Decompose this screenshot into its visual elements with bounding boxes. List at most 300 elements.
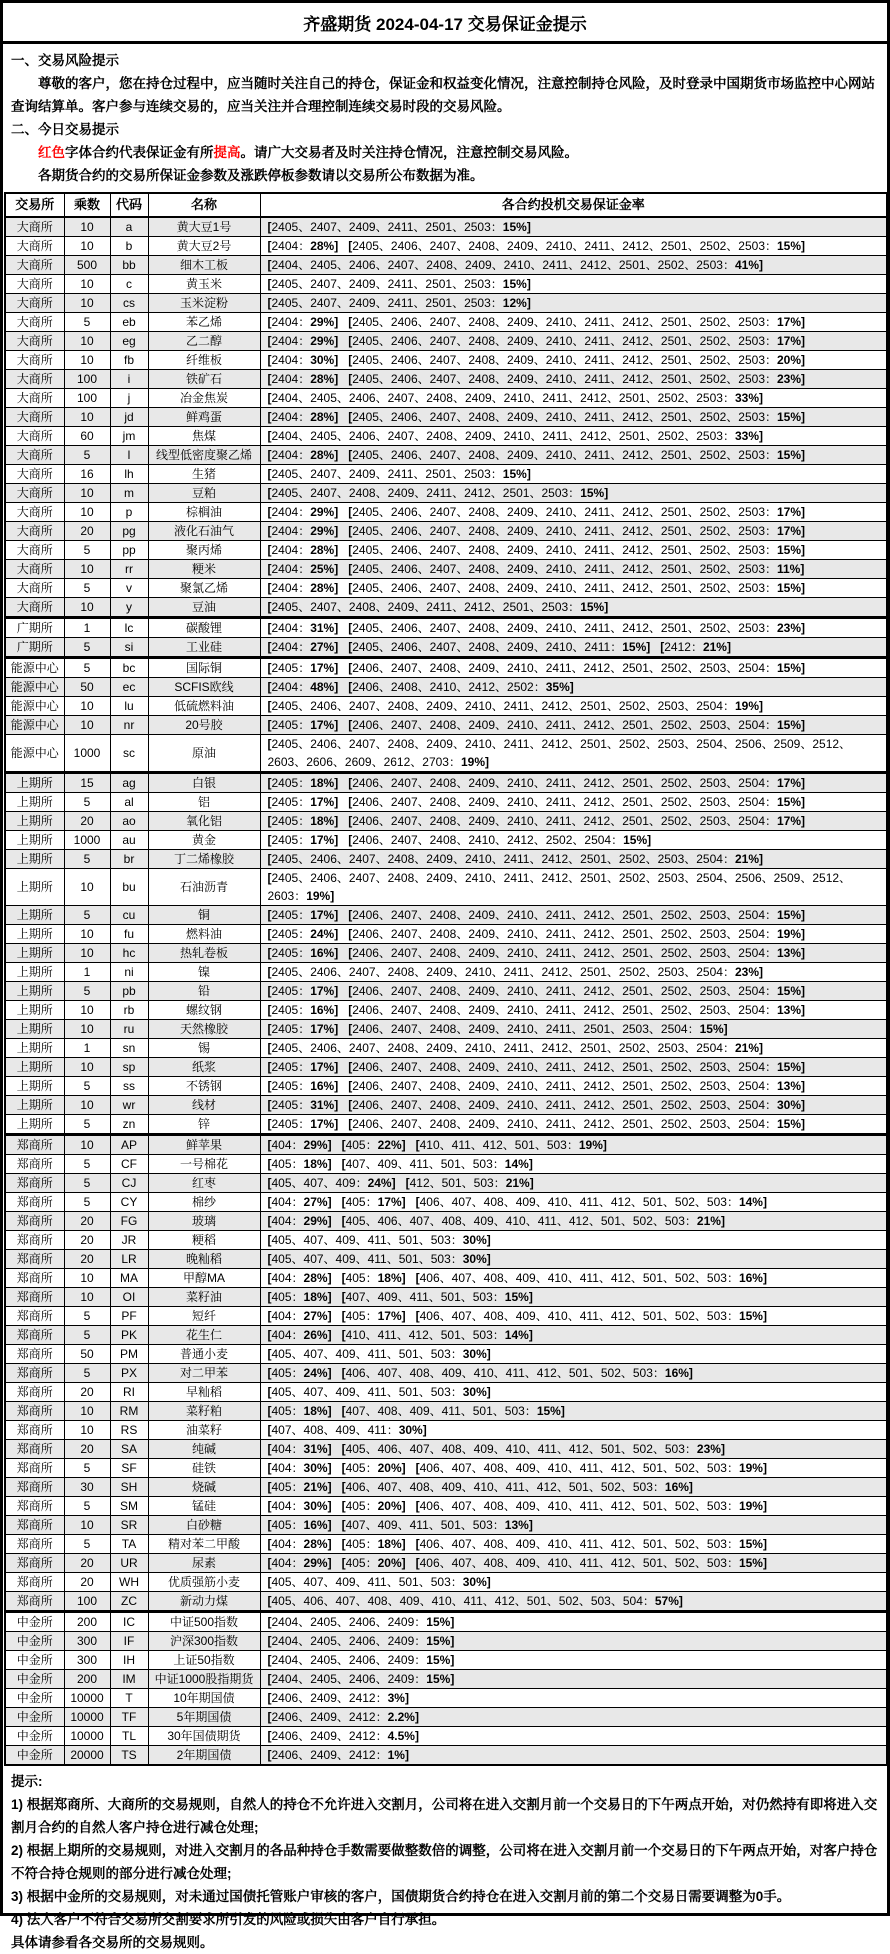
exchange-cell: 郑商所 [5, 1288, 64, 1307]
multiplier-cell: 5 [64, 793, 110, 812]
code-cell: PX [110, 1364, 148, 1383]
code-cell: sp [110, 1058, 148, 1077]
exchange-cell: 上期所 [5, 1115, 64, 1135]
exchange-cell: 大商所 [5, 294, 64, 313]
margin-rate-cell: [2405：16%] [2406、2407、2408、2409、2410、2411、2412、2501、2502、2503、2504：13%] [260, 944, 887, 963]
name-cell: 苯乙烯 [148, 313, 260, 332]
margin-rate-cell: [2405、2406、2407、2408、2409、2410、2411、2412、2501、2502、2503、2504：23%] [260, 963, 887, 982]
exchange-cell: 大商所 [5, 579, 64, 598]
table-row [5, 1077, 887, 1096]
exchange-cell: 郑商所 [5, 1174, 64, 1193]
margin-rate-cell: [2404：28%] [2405、2406、2407、2408、2409、2410、2411、2412、2501、2502、2503：15%] [260, 579, 887, 598]
name-cell: 10年期国债 [148, 1689, 260, 1708]
code-cell: eb [110, 313, 148, 332]
code-cell: p [110, 503, 148, 522]
margin-rate-cell: [2405：24%] [2406、2407、2408、2409、2410、2411、2412、2501、2502、2503、2504：19%] [260, 925, 887, 944]
table-row [5, 869, 887, 906]
multiplier-cell: 5 [64, 1535, 110, 1554]
table-row [5, 1212, 887, 1231]
table-header-row [5, 193, 887, 217]
table-row [5, 294, 887, 313]
exchange-cell: 大商所 [5, 332, 64, 351]
margin-rate-cell: [2405、2406、2407、2408、2409、2410、2411、2412、2501、2502、2503、2504、2506、2509、2512、2603、2606、2609、2612、2703：19%] [260, 735, 887, 773]
table-row [5, 1231, 887, 1250]
multiplier-cell: 10 [64, 1135, 110, 1155]
margin-rate-cell: [2405：31%] [2406、2407、2408、2409、2410、2411、2412、2501、2502、2503、2504：30%] [260, 1096, 887, 1115]
code-cell: br [110, 850, 148, 869]
code-cell: hc [110, 944, 148, 963]
name-cell: 铜 [148, 906, 260, 925]
exchange-cell: 郑商所 [5, 1307, 64, 1326]
multiplier-cell: 20 [64, 812, 110, 831]
table-row [5, 906, 887, 925]
table-row [5, 618, 887, 638]
margin-rate-cell: [2404、2405、2406、2407、2408、2409、2410、2411、2412、2501、2502、2503：41%] [260, 256, 887, 275]
code-cell: RM [110, 1402, 148, 1421]
table-row [5, 351, 887, 370]
code-cell: cu [110, 906, 148, 925]
name-cell: 花生仁 [148, 1326, 260, 1345]
code-cell: CY [110, 1193, 148, 1212]
table-row [5, 465, 887, 484]
table-row [5, 1421, 887, 1440]
raised-margin-keyword: 提高 [213, 145, 241, 160]
exchange-cell: 郑商所 [5, 1440, 64, 1459]
name-cell: 棕榈油 [148, 503, 260, 522]
exchange-cell: 大商所 [5, 484, 64, 503]
code-cell: WH [110, 1573, 148, 1592]
table-row [5, 313, 887, 332]
table-row [5, 332, 887, 351]
name-cell: 黄玉米 [148, 275, 260, 294]
exchange-cell: 郑商所 [5, 1135, 64, 1155]
code-cell: TS [110, 1746, 148, 1766]
col-header-name: 名称 [148, 193, 260, 217]
name-cell: 5年期国债 [148, 1708, 260, 1727]
code-cell: a [110, 217, 148, 237]
exchange-cell: 郑商所 [5, 1155, 64, 1174]
table-row [5, 1020, 887, 1039]
name-cell: 普通小麦 [148, 1345, 260, 1364]
multiplier-cell: 10 [64, 1421, 110, 1440]
table-row [5, 1592, 887, 1612]
code-cell: CJ [110, 1174, 148, 1193]
multiplier-cell: 5 [64, 1459, 110, 1478]
name-cell: 石油沥青 [148, 869, 260, 906]
margin-rate-cell: [2404：29%] [2405、2406、2407、2408、2409、2410、2411、2412、2501、2502、2503：17%] [260, 332, 887, 351]
name-cell: 早籼稻 [148, 1383, 260, 1402]
name-cell: 菜籽粕 [148, 1402, 260, 1421]
table-row [5, 427, 887, 446]
exchange-cell: 郑商所 [5, 1212, 64, 1231]
notes-heading: 提示: [11, 1774, 43, 1789]
name-cell: 豆油 [148, 598, 260, 618]
table-row [5, 237, 887, 256]
margin-rate-cell: [405、407、409：24%] [412、501、503：21%] [260, 1174, 887, 1193]
code-cell: c [110, 275, 148, 294]
code-cell: ru [110, 1020, 148, 1039]
margin-rate-cell: [405：16%] [407、409、411、501、503：13%] [260, 1516, 887, 1535]
margin-rate-cell: [2404：29%] [2405、2406、2407、2408、2409、2410、2411、2412、2501、2502、2503：17%] [260, 522, 887, 541]
exchange-cell: 大商所 [5, 275, 64, 294]
exchange-cell: 郑商所 [5, 1250, 64, 1269]
margin-rate-cell: [405：18%] [407、409、411、501、503：15%] [260, 1288, 887, 1307]
exchange-cell: 郑商所 [5, 1193, 64, 1212]
code-cell: IM [110, 1670, 148, 1689]
name-cell: 新动力煤 [148, 1592, 260, 1612]
multiplier-cell: 20 [64, 1383, 110, 1402]
name-cell: 菜籽油 [148, 1288, 260, 1307]
multiplier-cell: 50 [64, 1345, 110, 1364]
code-cell: IF [110, 1632, 148, 1651]
table-row [5, 1269, 887, 1288]
exchange-cell: 中金所 [5, 1708, 64, 1727]
multiplier-cell: 5 [64, 313, 110, 332]
exchange-cell: 能源中心 [5, 697, 64, 716]
exchange-cell: 大商所 [5, 446, 64, 465]
exchange-cell: 上期所 [5, 906, 64, 925]
code-cell: y [110, 598, 148, 618]
exchange-cell: 大商所 [5, 503, 64, 522]
name-cell: 硅铁 [148, 1459, 260, 1478]
exchange-cell: 中金所 [5, 1632, 64, 1651]
name-cell: 粳稻 [148, 1231, 260, 1250]
name-cell: 铝 [148, 793, 260, 812]
exchange-cell: 广期所 [5, 638, 64, 658]
name-cell: 中证500指数 [148, 1612, 260, 1632]
multiplier-cell: 10 [64, 351, 110, 370]
table-row [5, 1115, 887, 1135]
table-row [5, 1632, 887, 1651]
col-header-margin-rates: 各合约投机交易保证金率 [260, 193, 887, 217]
multiplier-cell: 20000 [64, 1746, 110, 1766]
multiplier-cell: 10 [64, 503, 110, 522]
table-row [5, 1174, 887, 1193]
exchange-cell: 上期所 [5, 1077, 64, 1096]
multiplier-cell: 20 [64, 522, 110, 541]
multiplier-cell: 5 [64, 446, 110, 465]
multiplier-cell: 10 [64, 332, 110, 351]
margin-rate-cell: [404：29%] [405：20%] [406、407、408、409、410、411、412、501、502、503：15%] [260, 1554, 887, 1573]
exchange-cell: 中金所 [5, 1651, 64, 1670]
table-row [5, 1307, 887, 1326]
multiplier-cell: 10 [64, 294, 110, 313]
exchange-cell: 郑商所 [5, 1554, 64, 1573]
margin-rate-cell: [2405、2406、2407、2408、2409、2410、2411、2412、2501、2502、2503、2504、2506、2509、2512、2603：19%] [260, 869, 887, 906]
table-row [5, 1193, 887, 1212]
table-row [5, 1708, 887, 1727]
exchange-cell: 上期所 [5, 1096, 64, 1115]
name-cell: 碳酸锂 [148, 618, 260, 638]
table-row [5, 963, 887, 982]
name-cell: 铅 [148, 982, 260, 1001]
col-header-exchange: 交易所 [5, 193, 64, 217]
margin-rate-cell: [2404：31%] [2405、2406、2407、2408、2409、2410、2411、2412、2501、2502、2503：23%] [260, 618, 887, 638]
margin-rate-cell: [404：28%] [405：18%] [406、407、408、409、410、411、412、501、502、503：15%] [260, 1535, 887, 1554]
margin-rate-cell: [2404：30%] [2405、2406、2407、2408、2409、2410、2411、2412、2501、2502、2503：20%] [260, 351, 887, 370]
table-row [5, 716, 887, 735]
multiplier-cell: 5 [64, 1115, 110, 1135]
name-cell: 国际铜 [148, 658, 260, 678]
exchange-cell: 郑商所 [5, 1421, 64, 1440]
table-row [5, 1573, 887, 1592]
margin-rate-cell: [404：30%] [405：20%] [406、407、408、409、410、411、412、501、502、503：19%] [260, 1497, 887, 1516]
code-cell: ao [110, 812, 148, 831]
multiplier-cell: 10000 [64, 1727, 110, 1746]
code-cell: fb [110, 351, 148, 370]
exchange-cell: 大商所 [5, 427, 64, 446]
exchange-cell: 上期所 [5, 793, 64, 812]
multiplier-cell: 10 [64, 716, 110, 735]
code-cell: PM [110, 1345, 148, 1364]
code-cell: SA [110, 1440, 148, 1459]
margin-rate-cell: [404：30%] [405：20%] [406、407、408、409、410、411、412、501、502、503：19%] [260, 1459, 887, 1478]
code-cell: fu [110, 925, 148, 944]
table-row [5, 389, 887, 408]
multiplier-cell: 10 [64, 1001, 110, 1020]
margin-rate-cell: [2405：17%] [2406、2407、2408、2409、2410、2411、2412、2501、2502、2503、2504：15%] [260, 716, 887, 735]
margin-rate-cell: [407、408、409、411：30%] [260, 1421, 887, 1440]
multiplier-cell: 10000 [64, 1689, 110, 1708]
exchange-cell: 中金所 [5, 1689, 64, 1708]
code-cell: IC [110, 1612, 148, 1632]
margin-rate-cell: [2404、2405、2406、2409：15%] [260, 1632, 887, 1651]
name-cell: 粳米 [148, 560, 260, 579]
table-row [5, 370, 887, 389]
exchange-cell: 大商所 [5, 370, 64, 389]
margin-rate-cell: [2405：17%] [2406、2407、2408、2409、2410、2411、2412、2501、2502、2503、2504：15%] [260, 1058, 887, 1077]
multiplier-cell: 15 [64, 773, 110, 793]
exchange-cell: 郑商所 [5, 1326, 64, 1345]
name-cell: 氧化铝 [148, 812, 260, 831]
code-cell: nr [110, 716, 148, 735]
multiplier-cell: 5 [64, 1364, 110, 1383]
exchange-cell: 大商所 [5, 256, 64, 275]
code-cell: RS [110, 1421, 148, 1440]
margin-rate-cell: [2405、2406、2407、2408、2409、2410、2411、2412、2501、2502、2503、2504：21%] [260, 850, 887, 869]
table-row [5, 1670, 887, 1689]
multiplier-cell: 5 [64, 658, 110, 678]
raised-margin-keyword: 红色 [38, 145, 65, 160]
name-cell: 低硫燃料油 [148, 697, 260, 716]
margin-rate-cell: [2404：25%] [2405、2406、2407、2408、2409、2410、2411、2412、2501、2502、2503：11%] [260, 560, 887, 579]
margin-rate-cell: [2405：16%] [2406、2407、2408、2409、2410、2411、2412、2501、2502、2503、2504：13%] [260, 1077, 887, 1096]
margin-rate-cell: [2405：17%] [2406、2407、2408、2410、2412、2502、2504：15%] [260, 831, 887, 850]
exchange-cell: 郑商所 [5, 1364, 64, 1383]
exchange-cell: 郑商所 [5, 1573, 64, 1592]
table-row [5, 1326, 887, 1345]
code-cell: JR [110, 1231, 148, 1250]
code-cell: rr [110, 560, 148, 579]
table-row [5, 1039, 887, 1058]
exchange-cell: 大商所 [5, 217, 64, 237]
name-cell: 镍 [148, 963, 260, 982]
exchange-cell: 能源中心 [5, 735, 64, 773]
name-cell: 线型低密度聚乙烯 [148, 446, 260, 465]
name-cell: 不锈钢 [148, 1077, 260, 1096]
name-cell: 冶金焦炭 [148, 389, 260, 408]
name-cell: 短纤 [148, 1307, 260, 1326]
margin-rate-cell: [405：24%] [406、407、408、409、410、411、412、501、502、503：16%] [260, 1364, 887, 1383]
margin-rate-cell: [404：29%] [405：22%] [410、411、412、501、503：19%] [260, 1135, 887, 1155]
multiplier-cell: 5 [64, 850, 110, 869]
table-row [5, 678, 887, 697]
margin-rate-cell: [405、407、409、411、501、503：30%] [260, 1573, 887, 1592]
name-cell: 热轧卷板 [148, 944, 260, 963]
exchange-cell: 上期所 [5, 831, 64, 850]
table-row [5, 446, 887, 465]
table-row [5, 522, 887, 541]
table-row [5, 503, 887, 522]
margin-rate-cell: [2404：29%] [2405、2406、2407、2408、2409、2410、2411、2412、2501、2502、2503：17%] [260, 313, 887, 332]
code-cell: ss [110, 1077, 148, 1096]
multiplier-cell: 5 [64, 1307, 110, 1326]
code-cell: bu [110, 869, 148, 906]
table-row [5, 850, 887, 869]
table-row [5, 598, 887, 618]
code-cell: zn [110, 1115, 148, 1135]
table-row [5, 793, 887, 812]
exchange-cell: 大商所 [5, 465, 64, 484]
margin-rate-cell: [2404、2405、2406、2407、2408、2409、2410、2411、2412、2501、2502、2503：33%] [260, 389, 887, 408]
margin-rate-cell: [2404、2405、2406、2409：15%] [260, 1670, 887, 1689]
exchange-cell: 上期所 [5, 850, 64, 869]
code-cell: au [110, 831, 148, 850]
code-cell: si [110, 638, 148, 658]
code-cell: v [110, 579, 148, 598]
name-cell: 铁矿石 [148, 370, 260, 389]
table-row [5, 560, 887, 579]
code-cell: IH [110, 1651, 148, 1670]
margin-rate-cell: [2406、2409、2412：2.2%] [260, 1708, 887, 1727]
name-cell: 20号胶 [148, 716, 260, 735]
code-cell: j [110, 389, 148, 408]
name-cell: 聚丙烯 [148, 541, 260, 560]
code-cell: T [110, 1689, 148, 1708]
name-cell: 锌 [148, 1115, 260, 1135]
code-cell: UR [110, 1554, 148, 1573]
code-cell: al [110, 793, 148, 812]
multiplier-cell: 100 [64, 370, 110, 389]
name-cell: 30年国债期货 [148, 1727, 260, 1746]
code-cell: cs [110, 294, 148, 313]
multiplier-cell: 1 [64, 1039, 110, 1058]
exchange-cell: 大商所 [5, 351, 64, 370]
exchange-cell: 大商所 [5, 389, 64, 408]
multiplier-cell: 5 [64, 541, 110, 560]
table-row [5, 638, 887, 658]
code-cell: TF [110, 1708, 148, 1727]
table-row [5, 1746, 887, 1766]
margin-rate-cell: [405：18%] [407、409、411、501、503：14%] [260, 1155, 887, 1174]
exchange-cell: 大商所 [5, 237, 64, 256]
name-cell: 线材 [148, 1096, 260, 1115]
name-cell: 原油 [148, 735, 260, 773]
name-cell: 精对苯二甲酸 [148, 1535, 260, 1554]
risk-paragraph: 尊敬的客户，您在持仓过程中，应当随时关注自己的持仓，保证金和权益变化情况，注意控制持仓风险，及时登录中国期货市场监控中心网站查询结算单。客户参与连续交易的，应当关注并合理控制连续交易时段的交易风险。 [11, 76, 875, 114]
exchange-cell: 中金所 [5, 1612, 64, 1632]
margin-rate-cell: [2404：28%] [2405、2406、2407、2408、2409、2410、2411、2412、2501、2502、2503：15%] [260, 446, 887, 465]
multiplier-cell: 10000 [64, 1708, 110, 1727]
multiplier-cell: 5 [64, 906, 110, 925]
margin-rate-cell: [2405：17%] [2406、2407、2408、2409、2410、2411、2412、2501、2502、2503、2504：15%] [260, 906, 887, 925]
margin-rate-cell: [404：29%] [405、406、407、408、409、410、411、412、501、502、503：21%] [260, 1212, 887, 1231]
exchange-cell: 大商所 [5, 408, 64, 427]
multiplier-cell: 5 [64, 1077, 110, 1096]
margin-rate-cell: [2405、2407、2409、2411、2501、2503：15%] [260, 217, 887, 237]
note-item: 3) 根据中金所的交易规则，对未通过国债托管账户审核的客户，国债期货合约持仓在进入交割月前的第二个交易日需要调整为0手。 [11, 1889, 791, 1904]
name-cell: 中证1000股指期货 [148, 1670, 260, 1689]
name-cell: 对二甲苯 [148, 1364, 260, 1383]
table-row [5, 697, 887, 716]
multiplier-cell: 10 [64, 560, 110, 579]
multiplier-cell: 5 [64, 638, 110, 658]
code-cell: TA [110, 1535, 148, 1554]
code-cell: SR [110, 1516, 148, 1535]
multiplier-cell: 10 [64, 598, 110, 618]
exchange-cell: 上期所 [5, 944, 64, 963]
margin-rate-cell: [2404：29%] [2405、2406、2407、2408、2409、2410、2411、2412、2501、2502、2503：17%] [260, 503, 887, 522]
table-row [5, 925, 887, 944]
multiplier-cell: 10 [64, 697, 110, 716]
table-row [5, 735, 887, 773]
name-cell: 晚籼稻 [148, 1250, 260, 1269]
margin-rate-cell: [404：31%] [405、406、407、408、409、410、411、412、501、502、503：23%] [260, 1440, 887, 1459]
margin-rate-cell: [2405：18%] [2406、2407、2408、2409、2410、2411、2412、2501、2502、2503、2504：17%] [260, 812, 887, 831]
margin-rate-cell: [2405：17%] [2406、2407、2408、2409、2410、2411、2501、2503、2504：15%] [260, 1020, 887, 1039]
name-cell: 天然橡胶 [148, 1020, 260, 1039]
today-section-heading: 二、今日交易提示 [11, 122, 119, 137]
margin-rate-cell: [2404、2405、2406、2407、2408、2409、2410、2411、2412、2501、2502、2503：33%] [260, 427, 887, 446]
name-cell: 焦煤 [148, 427, 260, 446]
multiplier-cell: 5 [64, 982, 110, 1001]
margin-rate-cell: [404：27%] [405：17%] [406、407、408、409、410、411、412、501、502、503：14%] [260, 1193, 887, 1212]
table-row [5, 1135, 887, 1155]
code-cell: sn [110, 1039, 148, 1058]
table-row [5, 275, 887, 294]
table-row [5, 1155, 887, 1174]
name-cell: 黄大豆2号 [148, 237, 260, 256]
name-cell: 沪深300指数 [148, 1632, 260, 1651]
exchange-cell: 上期所 [5, 982, 64, 1001]
table-row [5, 944, 887, 963]
exchange-cell: 能源中心 [5, 716, 64, 735]
name-cell: 上证50指数 [148, 1651, 260, 1670]
multiplier-cell: 10 [64, 1288, 110, 1307]
name-cell: 黄金 [148, 831, 260, 850]
code-cell: OI [110, 1288, 148, 1307]
table-row [5, 217, 887, 237]
exchange-cell: 中金所 [5, 1746, 64, 1766]
name-cell: 螺纹钢 [148, 1001, 260, 1020]
multiplier-cell: 1 [64, 963, 110, 982]
exchange-cell: 上期所 [5, 1020, 64, 1039]
multiplier-cell: 10 [64, 1269, 110, 1288]
name-cell: 烧碱 [148, 1478, 260, 1497]
table-row [5, 484, 887, 503]
code-cell: SH [110, 1478, 148, 1497]
name-cell: 鲜苹果 [148, 1135, 260, 1155]
table-row [5, 1459, 887, 1478]
code-cell: SF [110, 1459, 148, 1478]
multiplier-cell: 1 [64, 618, 110, 638]
notes-section [3, 1766, 887, 1954]
multiplier-cell: 10 [64, 217, 110, 237]
margin-rate-cell: [404：28%] [405：18%] [406、407、408、409、410、411、412、501、502、503：16%] [260, 1269, 887, 1288]
multiplier-cell: 16 [64, 465, 110, 484]
code-cell: ZC [110, 1592, 148, 1612]
name-cell: 纯碱 [148, 1440, 260, 1459]
